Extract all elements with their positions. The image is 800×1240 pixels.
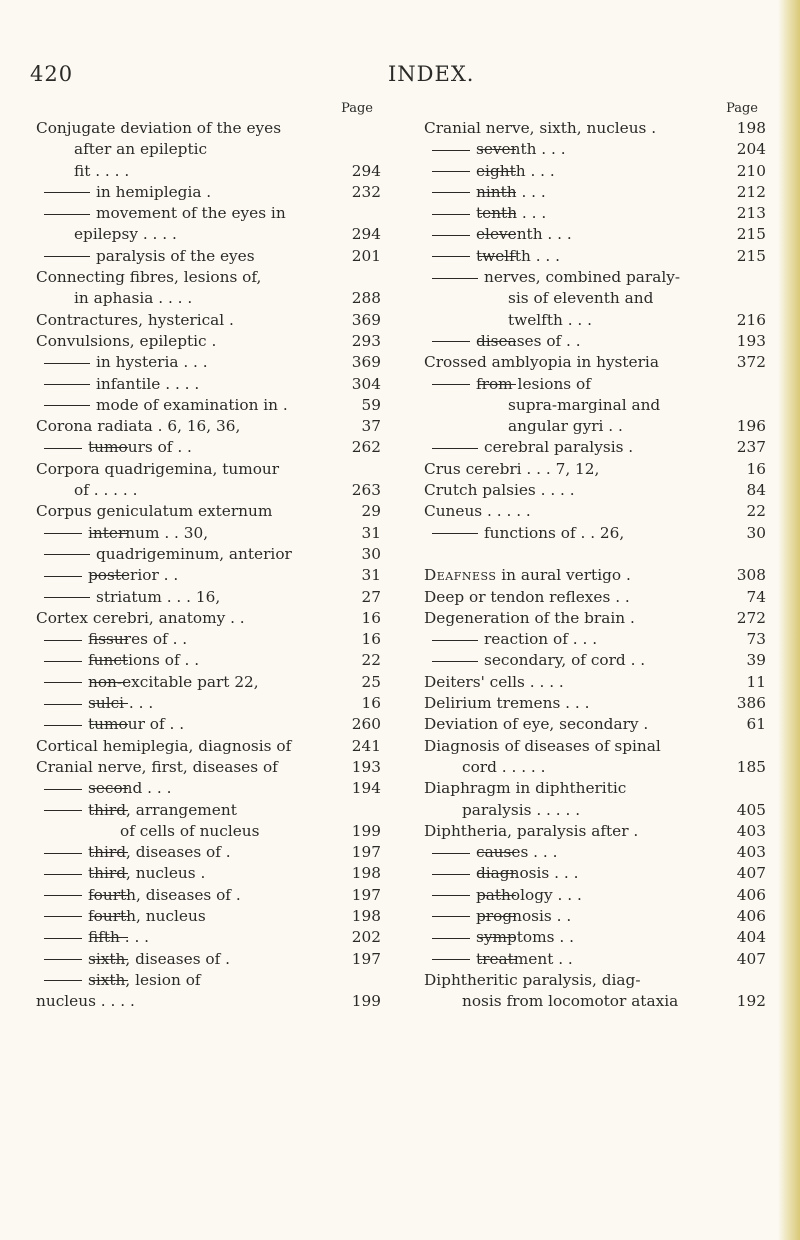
page-ref: 232 xyxy=(351,182,381,201)
entry-text: tumour of . . xyxy=(120,714,184,735)
entry-text: Connecting fibres, lesions of, xyxy=(36,268,262,287)
running-header xyxy=(30,62,770,92)
entry-text: paralysis . . . . . xyxy=(462,800,581,819)
index-entry xyxy=(424,246,766,267)
index-entry xyxy=(36,970,381,991)
page-ref: 11 xyxy=(746,672,766,691)
index-entry xyxy=(36,544,381,565)
page-ref: 199 xyxy=(351,992,381,1011)
index-entry xyxy=(36,650,381,671)
page-ref: 198 xyxy=(351,864,381,883)
page-ref: 272 xyxy=(736,608,766,627)
index-entry xyxy=(36,523,381,544)
index-entry xyxy=(36,906,381,927)
index-entry xyxy=(36,949,381,970)
entry-text: nosis from locomotor ataxia xyxy=(462,992,679,1011)
index-entry xyxy=(424,523,766,544)
entry-text: prognosis . . xyxy=(508,906,571,927)
index-entry xyxy=(424,288,766,309)
page-ref: 304 xyxy=(351,374,381,393)
page-ref: 197 xyxy=(351,949,381,968)
page-ref: 29 xyxy=(361,502,381,521)
entry-text: treatment . . xyxy=(508,949,573,970)
entry-text: mode of examination in . xyxy=(74,395,288,416)
index-entry xyxy=(36,118,381,139)
index-entry xyxy=(36,459,381,480)
entry-text: seventh . . . xyxy=(508,139,566,160)
index-entry xyxy=(424,224,766,245)
index-entry xyxy=(36,863,381,884)
entry-text: cerebral paralysis . xyxy=(462,437,633,458)
index-entry xyxy=(424,800,766,821)
index-entry xyxy=(36,991,381,1012)
entry-text: fifth . . . xyxy=(120,927,149,948)
entry-text: Deviation of eye, secondary . xyxy=(424,715,649,734)
entry-text: Cranial nerve, sixth, nucleus . xyxy=(424,119,657,137)
entry-text: from lesions of xyxy=(508,374,591,395)
page-ref: 216 xyxy=(736,310,766,329)
index-entry xyxy=(424,182,766,203)
entry-text: functions of . . 26, xyxy=(462,523,624,544)
entry-text: tumours of . . xyxy=(120,437,192,458)
entry-text: internum . . 30, xyxy=(120,523,208,544)
index-column-right xyxy=(424,100,766,1012)
index-entry xyxy=(36,672,381,693)
index-entry xyxy=(36,310,381,331)
entry-text: Cuneus . . . . . xyxy=(424,502,531,521)
page-number: 420 xyxy=(30,62,74,86)
page-ref: 405 xyxy=(736,800,766,819)
entry-text: diagnosis . . . xyxy=(508,863,578,884)
entry-text: in hysteria . . . xyxy=(74,352,208,373)
index-entry xyxy=(36,246,381,267)
page-ref: 386 xyxy=(736,694,766,713)
entry-text: in hemiplegia . xyxy=(74,182,211,203)
index-entry xyxy=(424,501,766,522)
entry-text: Deep or tendon reflexes . . xyxy=(424,587,630,606)
page-ref: 241 xyxy=(351,736,381,755)
page-ref: 403 xyxy=(736,843,766,862)
page-ref: 369 xyxy=(351,353,381,372)
page-ref: 260 xyxy=(351,715,381,734)
page-ref: 73 xyxy=(746,630,766,649)
entry-text: nucleus . . . . xyxy=(36,992,135,1011)
entry-text: third, arrangement xyxy=(120,800,237,821)
index-entry xyxy=(424,608,766,629)
index-entry xyxy=(36,842,381,863)
entry-text: Diagnosis of diseases of spinal xyxy=(424,736,661,755)
page-ref: 16 xyxy=(361,608,381,627)
page-ref: 210 xyxy=(736,161,766,180)
page-ref: 369 xyxy=(351,310,381,329)
page-ref: 31 xyxy=(361,566,381,585)
index-entry xyxy=(424,565,766,586)
page-column-label: Page xyxy=(341,101,373,116)
entry-text: posterior . . xyxy=(120,565,178,586)
entry-text: fit . . . . xyxy=(74,161,130,180)
index-entry xyxy=(424,587,766,608)
index-entry xyxy=(424,842,766,863)
page-ref: 294 xyxy=(351,225,381,244)
entry-text: Diphtheria, paralysis after . xyxy=(424,821,639,840)
page-ref: 16 xyxy=(361,630,381,649)
index-entry xyxy=(424,161,766,182)
entry-text: angular gyri . . xyxy=(508,417,623,436)
page-edge xyxy=(778,0,800,1240)
page-ref: 403 xyxy=(736,821,766,840)
page-ref: 192 xyxy=(736,992,766,1011)
index-entry xyxy=(36,182,381,203)
index-entry xyxy=(424,374,766,395)
index-entry xyxy=(424,821,766,842)
index-entry xyxy=(424,863,766,884)
index-entry xyxy=(424,352,766,373)
index-entry xyxy=(36,203,381,224)
index-entry xyxy=(424,927,766,948)
index-entry xyxy=(36,267,381,288)
page-ref: 61 xyxy=(746,715,766,734)
index-entry xyxy=(424,714,766,735)
page-ref: 308 xyxy=(736,566,766,585)
index-entry xyxy=(424,395,766,416)
entry-text: Convulsions, epileptic . xyxy=(36,331,217,350)
page-ref: 16 xyxy=(361,694,381,713)
entry-text: infantile . . . . xyxy=(74,374,199,395)
page-ref: 293 xyxy=(351,331,381,350)
entry-text: ninth . . . xyxy=(508,182,546,203)
page-ref: 212 xyxy=(736,182,766,201)
index-entry xyxy=(424,118,766,139)
entry-text: fourth, diseases of . xyxy=(120,885,241,906)
index-entry xyxy=(36,288,381,309)
page-ref: 407 xyxy=(736,864,766,883)
entry-text: cord . . . . . xyxy=(462,757,546,776)
page-ref: 406 xyxy=(736,906,766,925)
index-entry xyxy=(36,608,381,629)
entry-text: third, diseases of . xyxy=(120,842,231,863)
page-ref: 22 xyxy=(361,651,381,670)
page-ref: 198 xyxy=(351,906,381,925)
entry-text: symptoms . . xyxy=(508,927,574,948)
index-entry xyxy=(36,587,381,608)
page-ref: 193 xyxy=(736,331,766,350)
entry-text: sixth, diseases of . xyxy=(120,949,230,970)
entry-text: nerves, combined paraly- xyxy=(462,267,680,288)
entry-text: reaction of . . . xyxy=(462,629,597,650)
page-ref: 37 xyxy=(361,417,381,436)
index-entry xyxy=(36,139,381,160)
entry-text: Diaphragm in diphtheritic xyxy=(424,779,627,798)
entry-text: twelfth . . . xyxy=(508,246,560,267)
page-ref: 199 xyxy=(351,821,381,840)
page-ref: 30 xyxy=(746,523,766,542)
entry-text: secondary, of cord . . xyxy=(462,650,645,671)
page-ref: 197 xyxy=(351,843,381,862)
page-ref: 194 xyxy=(351,779,381,798)
entry-text: diseases of . . xyxy=(508,331,581,352)
entry-text: Cranial nerve, first, diseases of xyxy=(36,757,278,776)
page-ref: 215 xyxy=(736,225,766,244)
entry-text: Corona radiata . 6, 16, 36, xyxy=(36,417,241,436)
entry-text: Degeneration of the brain . xyxy=(424,608,635,627)
entry-text: Diphtheritic paralysis, diag- xyxy=(424,970,641,989)
index-entry xyxy=(424,480,766,501)
index-entry xyxy=(424,139,766,160)
index-entry xyxy=(424,906,766,927)
page-ref: 197 xyxy=(351,885,381,904)
index-entry xyxy=(36,714,381,735)
index-entry xyxy=(424,459,766,480)
index-column-left xyxy=(36,100,381,1012)
page-ref: 213 xyxy=(736,204,766,223)
entry-text: Contractures, hysterical . xyxy=(36,310,234,329)
entry-text: Crus cerebri . . . 7, 12, xyxy=(424,459,600,478)
page-ref: 262 xyxy=(351,438,381,457)
index-entry xyxy=(36,395,381,416)
page-ref: 59 xyxy=(361,395,381,414)
index-entry xyxy=(36,161,381,182)
entry-text: of . . . . . xyxy=(74,481,138,500)
index-entry xyxy=(424,310,766,331)
entry-text: epilepsy . . . . xyxy=(74,225,177,244)
entry-text: fissures of . . xyxy=(120,629,187,650)
index-entry xyxy=(36,480,381,501)
entry-text: tenth . . . xyxy=(508,203,546,224)
page-ref: 263 xyxy=(351,481,381,500)
index-entry xyxy=(424,672,766,693)
entry-text: sulci . . . xyxy=(120,693,153,714)
page-ref: 215 xyxy=(736,246,766,265)
entry-text: third, nucleus . xyxy=(120,863,205,884)
entry-text: Delirium tremens . . . xyxy=(424,694,590,713)
index-entry xyxy=(424,757,766,778)
page-ref: 25 xyxy=(361,672,381,691)
index-entry xyxy=(36,885,381,906)
index-entry xyxy=(36,693,381,714)
page-ref: 202 xyxy=(351,928,381,947)
index-entry xyxy=(424,778,766,799)
running-title: INDEX. xyxy=(388,62,475,86)
entry-text: functions of . . xyxy=(120,650,199,671)
entry-text: second . . . xyxy=(120,778,172,799)
entry-text: Deafness in aural vertigo . xyxy=(424,566,631,585)
page-ref: 407 xyxy=(736,949,766,968)
page-ref: 198 xyxy=(736,119,766,137)
page-ref: 30 xyxy=(361,544,381,563)
entry-text: pathology . . . xyxy=(508,885,582,906)
page-ref: 74 xyxy=(746,587,766,606)
index-entry xyxy=(36,927,381,948)
index-entry xyxy=(424,650,766,671)
index-entry xyxy=(424,437,766,458)
index-entry xyxy=(36,778,381,799)
index-entry xyxy=(424,416,766,437)
page-ref: 193 xyxy=(351,757,381,776)
entry-text: supra-marginal and xyxy=(508,395,661,414)
index-entry xyxy=(36,757,381,778)
page-ref: 27 xyxy=(361,587,381,606)
entry-text: eleventh . . . xyxy=(508,224,572,245)
entry-text: non-excitable part 22, xyxy=(120,672,259,693)
page-ref: 288 xyxy=(351,289,381,308)
entry-text: movement of the eyes in xyxy=(74,203,286,224)
entry-text: Cortex cerebri, anatomy . . xyxy=(36,608,245,627)
index-entry xyxy=(36,821,381,842)
entry-text: fourth, nucleus xyxy=(120,906,206,927)
entry-text: sixth, lesion of xyxy=(120,970,201,991)
index-entry xyxy=(424,970,766,991)
entry-text: Conjugate deviation of the eyes xyxy=(36,119,282,137)
index-entry xyxy=(424,885,766,906)
page-ref: 204 xyxy=(736,140,766,159)
index-entry xyxy=(424,949,766,970)
entry-text: Crutch palsies . . . . xyxy=(424,481,575,500)
page-ref: 185 xyxy=(736,757,766,776)
entry-text: paralysis of the eyes xyxy=(74,246,255,267)
index-entry xyxy=(36,352,381,373)
entry-text: eighth . . . xyxy=(508,161,555,182)
page-ref: 31 xyxy=(361,523,381,542)
page-ref: 22 xyxy=(746,502,766,521)
page-ref: 372 xyxy=(736,353,766,372)
index-entry xyxy=(36,416,381,437)
page-column-label: Page xyxy=(726,101,758,116)
index-entry xyxy=(424,693,766,714)
entry-text: quadrigeminum, anterior xyxy=(74,544,292,565)
entry-text: twelfth . . . xyxy=(508,310,593,329)
page-ref: 196 xyxy=(736,417,766,436)
entry-text: striatum . . . 16, xyxy=(74,587,220,608)
index-entry xyxy=(36,629,381,650)
entry-text: Deiters' cells . . . . xyxy=(424,672,564,691)
index-entry xyxy=(424,736,766,757)
entry-text: sis of eleventh and xyxy=(508,289,654,308)
index-entry xyxy=(36,565,381,586)
index-entry xyxy=(36,374,381,395)
entry-text: Corpora quadrigemina, tumour xyxy=(36,459,280,478)
page-ref: 84 xyxy=(746,481,766,500)
page-ref: 237 xyxy=(736,438,766,457)
section-gap xyxy=(424,544,766,565)
entry-text: after an epileptic xyxy=(74,140,208,159)
index-entry xyxy=(36,331,381,352)
page-ref: 39 xyxy=(746,651,766,670)
page-ref: 16 xyxy=(746,459,766,478)
entry-text: of cells of nucleus xyxy=(120,821,260,840)
entry-text: Corpus geniculatum externum xyxy=(36,502,273,521)
index-entry xyxy=(424,991,766,1012)
entry-text: Cortical hemiplegia, diagnosis of xyxy=(36,736,292,755)
index-entry xyxy=(36,736,381,757)
index-entry xyxy=(424,331,766,352)
page-ref: 294 xyxy=(351,161,381,180)
entry-text: Crossed amblyopia in hysteria xyxy=(424,353,659,372)
index-entry xyxy=(36,501,381,522)
index-entry xyxy=(424,203,766,224)
page-ref: 201 xyxy=(351,246,381,265)
page-ref: 404 xyxy=(736,928,766,947)
index-entry xyxy=(424,267,766,288)
index-entry xyxy=(424,629,766,650)
page-ref: 406 xyxy=(736,885,766,904)
entry-text: in aphasia . . . . xyxy=(74,289,193,308)
entry-text: causes . . . xyxy=(508,842,557,863)
index-entry xyxy=(36,437,381,458)
index-entry xyxy=(36,224,381,245)
index-entry xyxy=(36,800,381,821)
